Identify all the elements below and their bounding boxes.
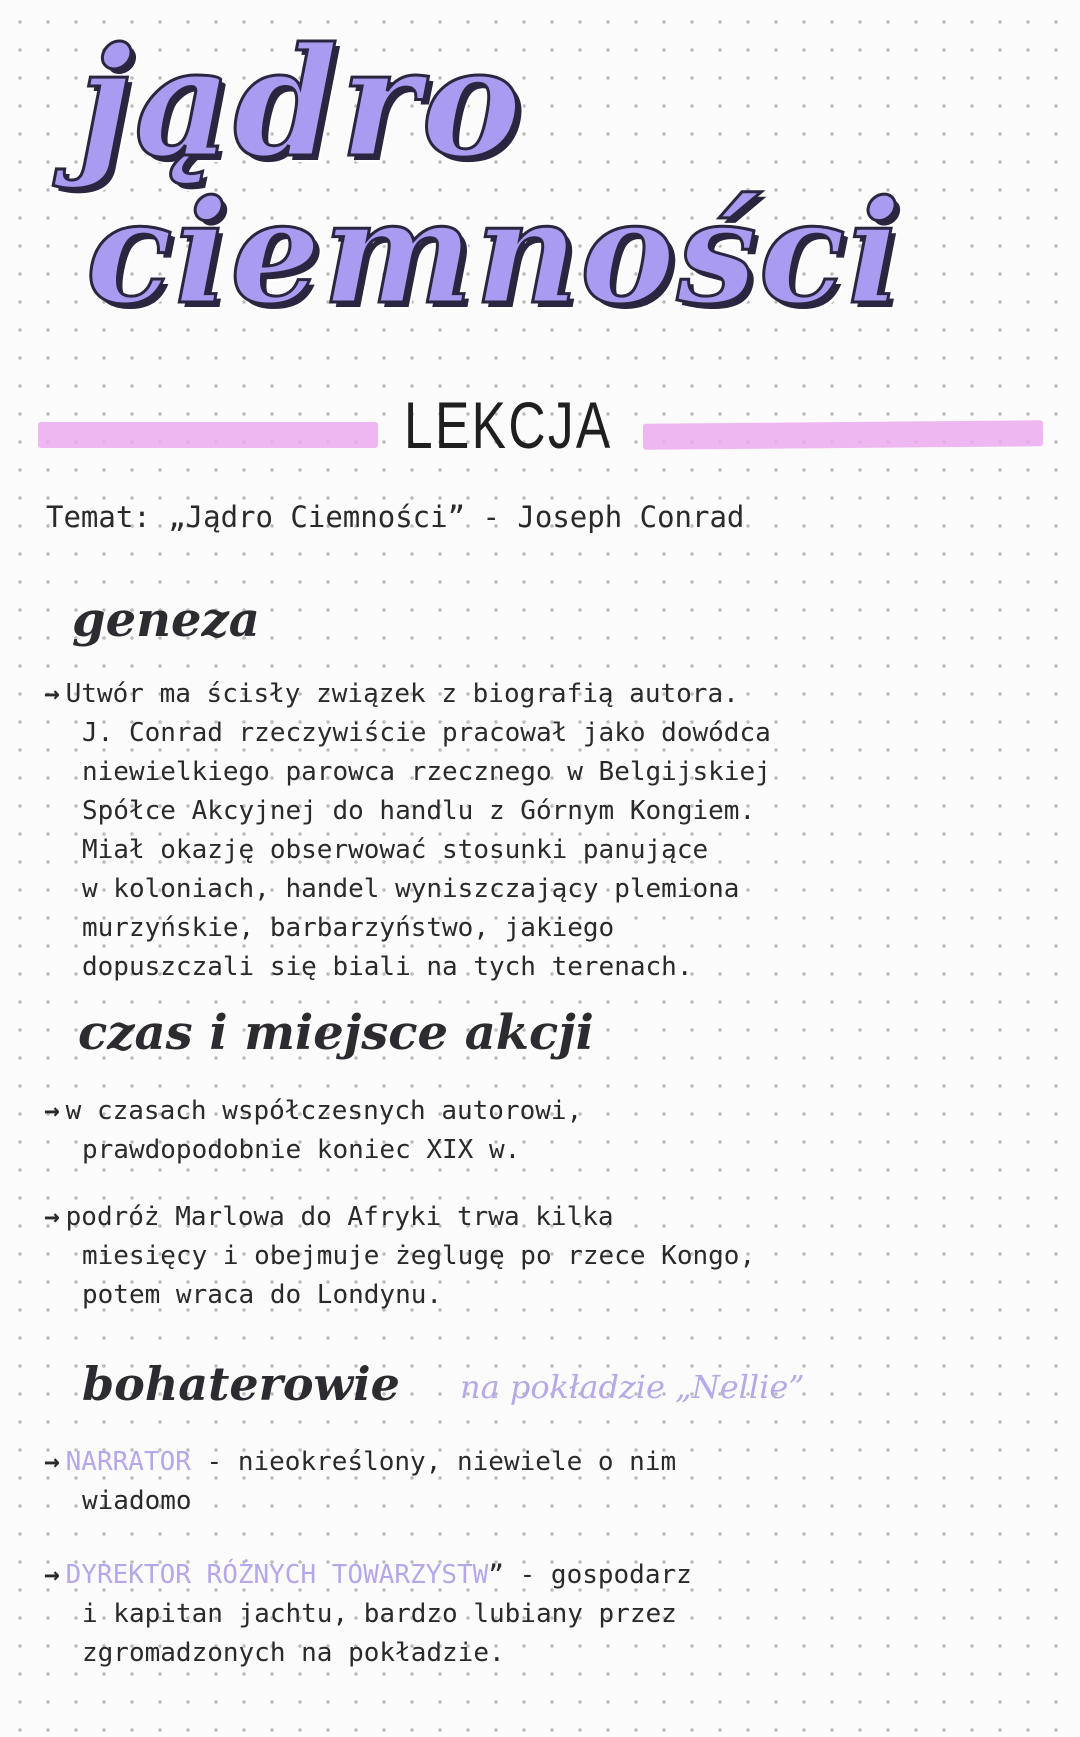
lesson-banner: [38, 388, 1043, 462]
lesson-topic: Temat: „Jądro Ciemności” - Joseph Conrad: [46, 500, 745, 534]
text-line: miesięcy i obejmuje żeglugę po rzece Kongo,: [82, 1241, 756, 1271]
arrow-icon: →: [44, 1447, 60, 1477]
text-line: murzyńskie, barbarzyństwo, jakiego: [82, 913, 615, 943]
text-line: w koloniach, handel wyniszczający plemiona: [82, 874, 740, 904]
text-line: J. Conrad rzeczywiście pracował jako dowódca: [82, 718, 771, 748]
geneza-text: [44, 675, 771, 987]
character-name: NARRATOR: [65, 1447, 191, 1477]
arrow-icon: →: [44, 1560, 60, 1590]
character-name: DYREKTOR RÓŻNYCH TOWARZYSTW: [65, 1560, 489, 1590]
text-line: w czasach współczesnych autorowi,: [65, 1096, 583, 1126]
title-line-2: ciemności: [86, 170, 904, 336]
czas-item-1: [44, 1092, 582, 1170]
text-line: i kapitan jachtu, bardzo lubiany przez: [82, 1599, 677, 1629]
arrow-icon: →: [44, 1096, 60, 1126]
czas-item-2: [44, 1198, 755, 1315]
title-line-1: jądro: [78, 15, 524, 191]
subheading-nellie: na pokładzie „Nellie”: [460, 1368, 805, 1406]
text-line: Miał okazję obserwować stosunki panujące: [82, 835, 709, 865]
character-dyrektor: [44, 1556, 692, 1673]
lesson-label: LEKCJA: [403, 388, 613, 462]
character-narrator: [44, 1443, 676, 1521]
text-line: Utwór ma ścisły związek z biografią autora.: [65, 679, 739, 709]
highlight-stroke-right: [643, 420, 1043, 449]
text-line: zgromadzonych na pokładzie.: [82, 1638, 505, 1668]
highlight-stroke-left: [38, 422, 378, 448]
text-line: dopuszczali się biali na tych terenach.: [82, 952, 693, 982]
text-line: podróż Marlowa do Afryki trwa kilka: [65, 1202, 614, 1232]
arrow-icon: →: [44, 679, 60, 709]
text-line: potem wraca do Londynu.: [82, 1280, 443, 1310]
heading-czas-i-miejsce: czas i miejsce akcji: [78, 1005, 594, 1061]
arrow-icon: →: [44, 1202, 60, 1232]
text-line: niewielkiego parowca rzecznego w Belgijskiej: [82, 757, 771, 787]
text-line: prawdopodobnie koniec XIX w.: [82, 1135, 521, 1165]
character-desc: - nieokreślony, niewiele o nim: [190, 1447, 677, 1477]
character-desc: ” - gospodarz: [488, 1560, 692, 1590]
heading-bohaterowie: bohaterowie: [82, 1357, 400, 1411]
text-line: wiadomo: [82, 1486, 192, 1516]
heading-geneza: geneza: [72, 592, 260, 648]
text-line: Spółce Akcyjnej do handlu z Górnym Kongiem.: [82, 796, 756, 826]
